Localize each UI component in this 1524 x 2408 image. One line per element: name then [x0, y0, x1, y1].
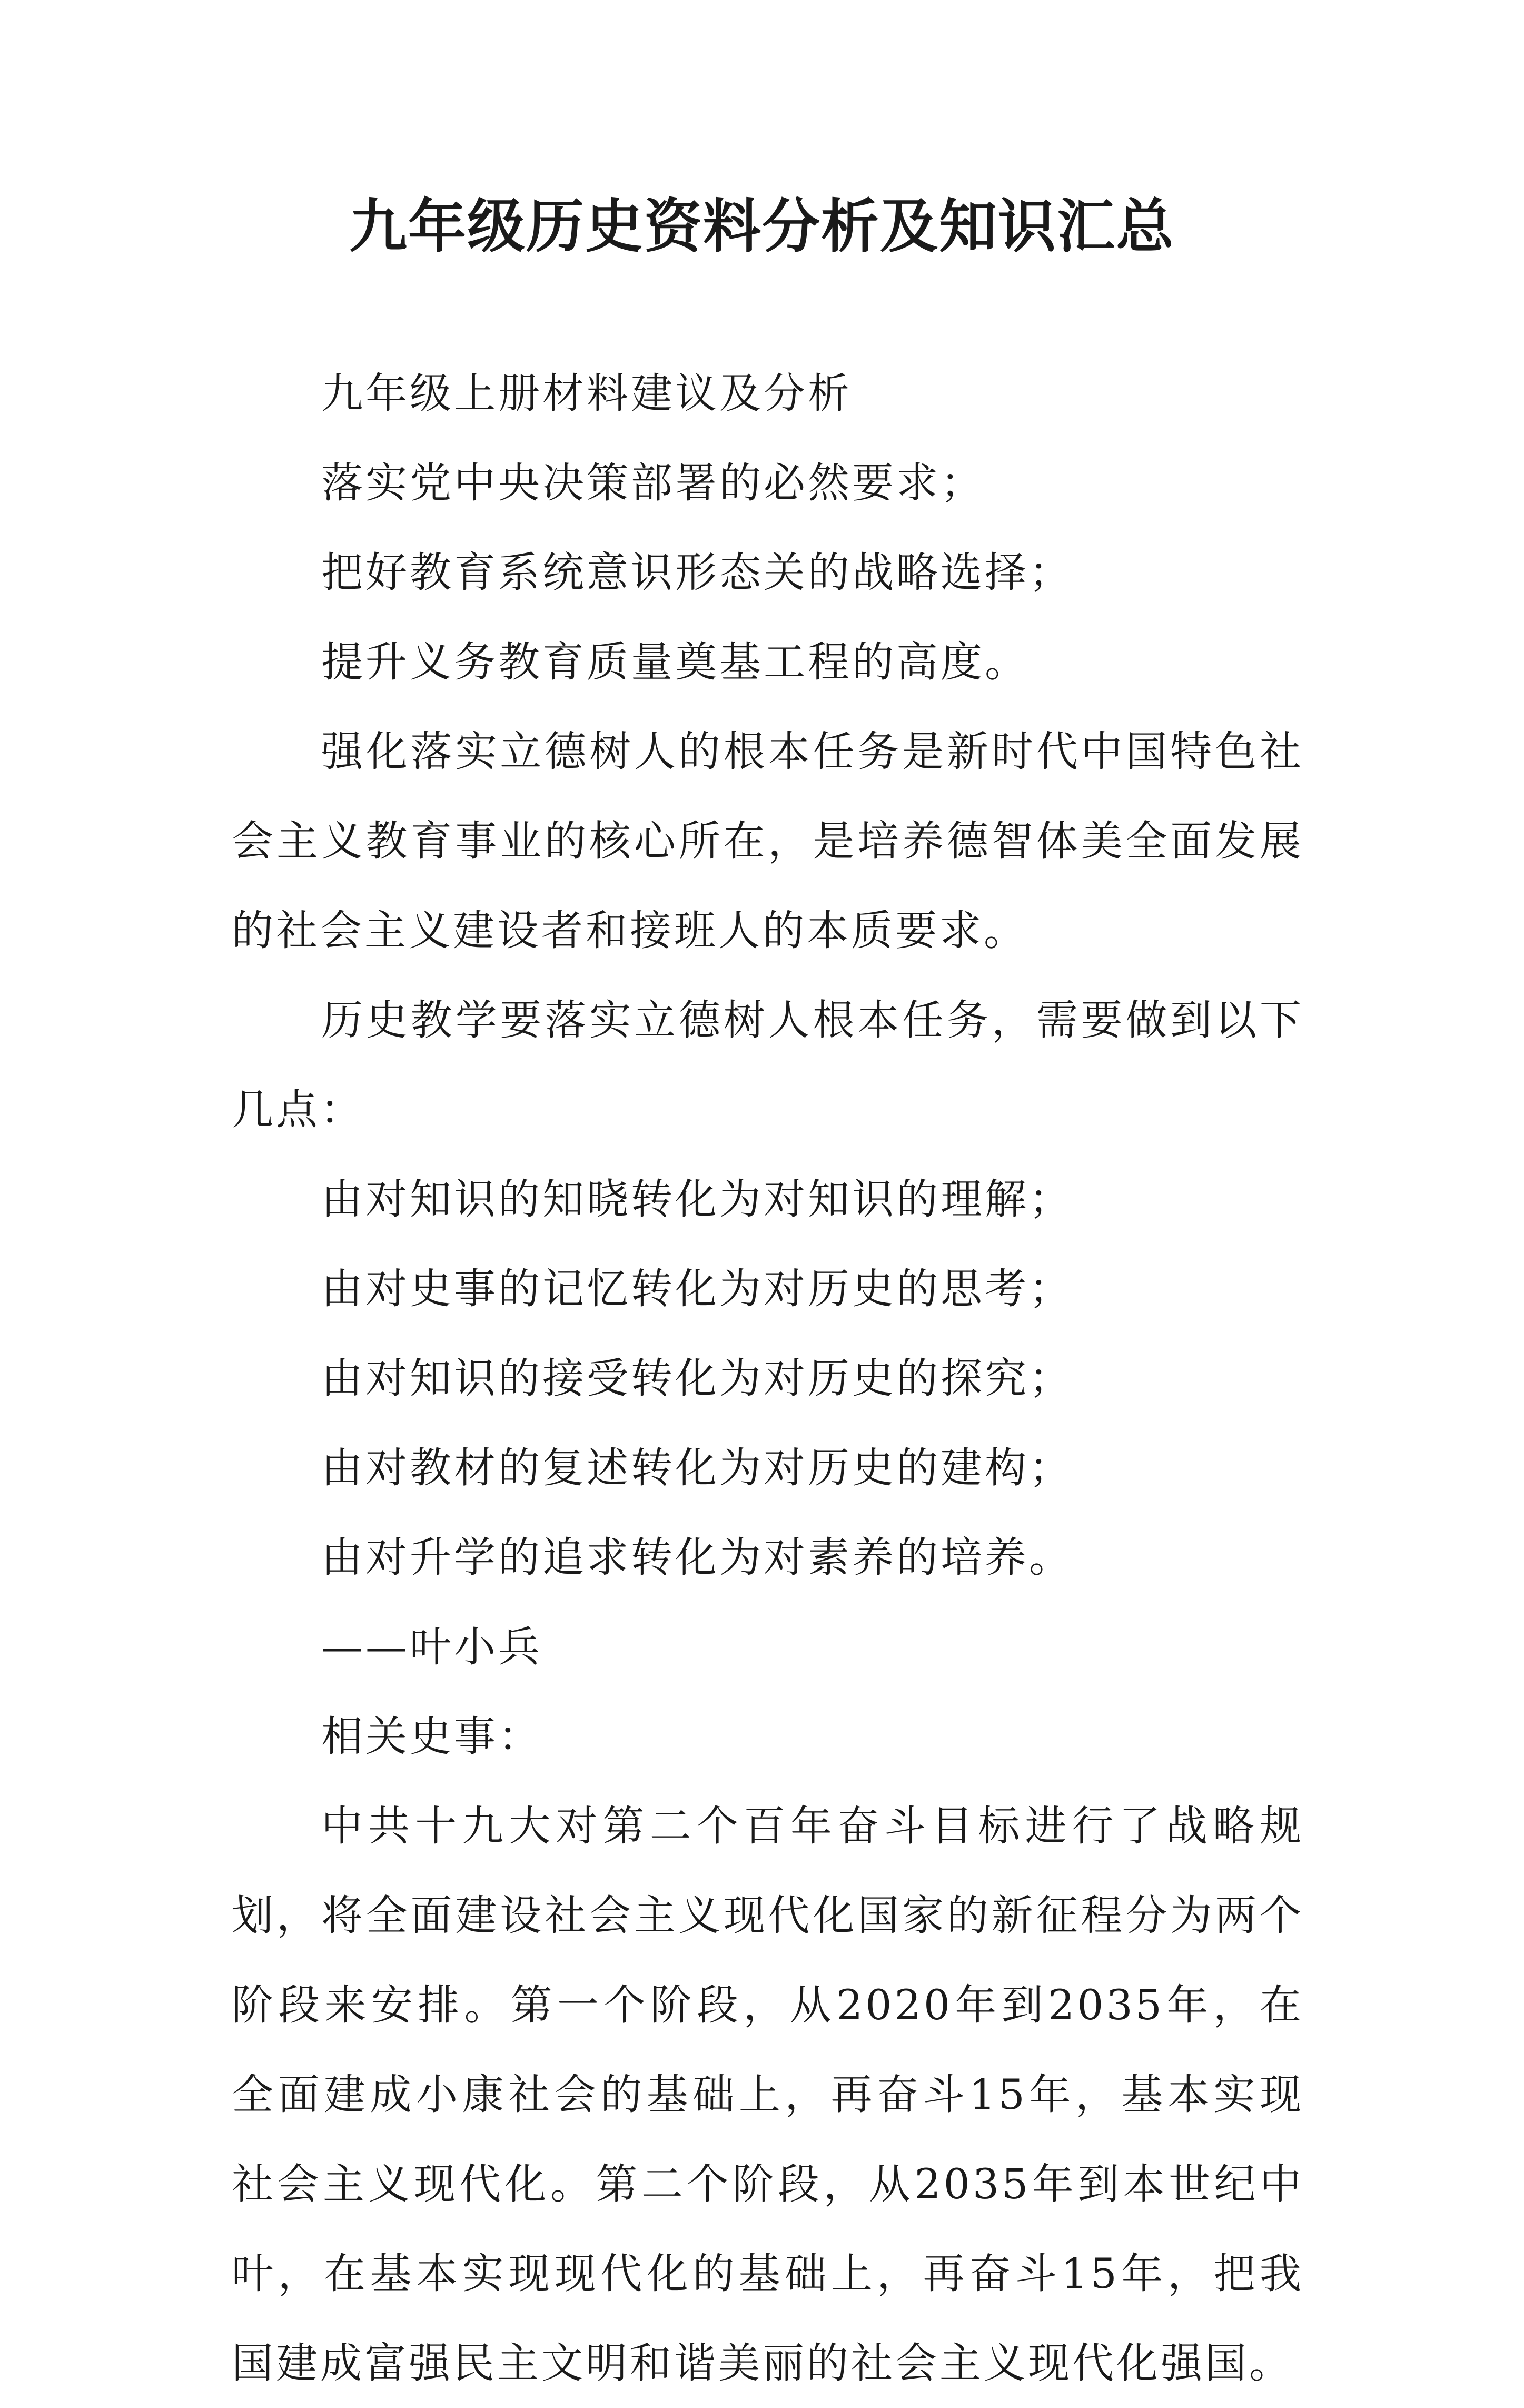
paragraph-teaching-intro: 历史教学要落实立德树人根本任务，需要做到以下几点：	[232, 996, 1304, 1134]
paragraph-transform-2: 由对史事的记忆转化为对历史的思考；	[321, 1265, 1073, 1313]
paragraph-related-history: 中共十九大对第二个百年奋斗目标进行了战略规划，将全面建设社会主义现代化国家的新征程分为两个阶段来安排。第一个阶段，从2020年到2035年，在全面建成小康社会的基础上，再奋斗15年，基本实现社会主义现代化。第二个阶段，从2035年到本世纪中叶，在基本实现现代化的基础上，再奋斗15年，把我国建成富强民主文明和谐美丽的社会主义现代化强国。	[232, 1802, 1304, 2387]
paragraph-transform-5: 由对升学的追求转化为对素养的培养。	[321, 1533, 1073, 1582]
paragraph-point-3: 提升义务教育质量奠基工程的高度。	[321, 638, 1029, 686]
document-body	[232, 349, 1304, 2408]
paragraph-core-task: 强化落实立德树人的根本任务是新时代中国特色社会主义教育事业的核心所在，是培养德智体美全面发展的社会主义建设者和接班人的本质要求。	[232, 727, 1304, 955]
paragraph-point-2: 把好教育系统意识形态关的战略选择；	[321, 548, 1073, 597]
paragraph-attribution: ——叶小兵	[321, 1623, 542, 1671]
paragraph-related-heading: 相关史事：	[321, 1712, 542, 1761]
paragraph-point-1: 落实党中央决策部署的必然要求；	[321, 459, 985, 507]
document-title: 九年级历史资料分析及知识汇总	[349, 192, 1175, 260]
paragraph-transform-3: 由对知识的接受转化为对历史的探究；	[321, 1354, 1073, 1403]
paragraph-transform-4: 由对教材的复述转化为对历史的建构；	[321, 1444, 1073, 1492]
paragraph-section-heading: 九年级上册材料建议及分析	[321, 369, 852, 418]
paragraph-transform-1: 由对知识的知晓转化为对知识的理解；	[321, 1175, 1073, 1223]
